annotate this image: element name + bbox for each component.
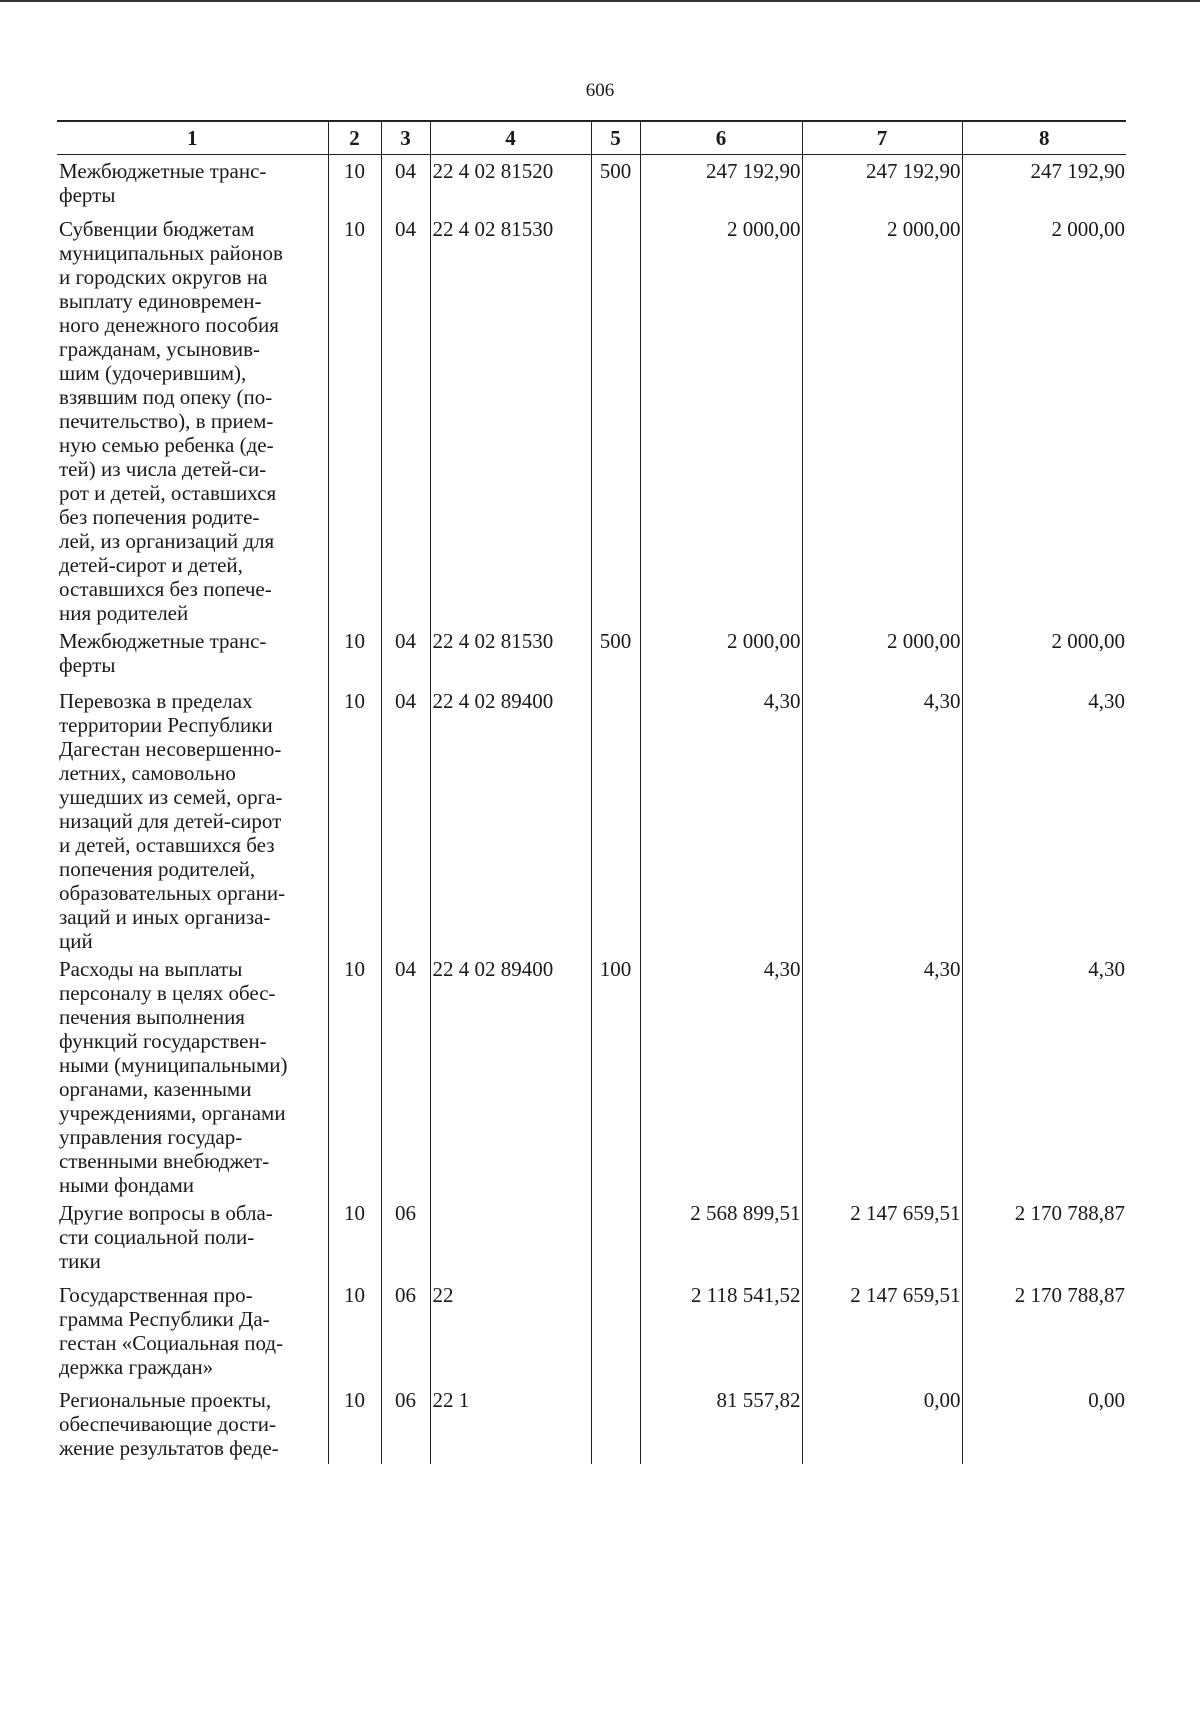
row-amount-col6: 247 192,90 bbox=[640, 155, 802, 213]
row-name-line: оставшихся без попече- bbox=[59, 576, 272, 601]
row-name-line: тики bbox=[59, 1248, 101, 1273]
row-name-line: функций государствен- bbox=[59, 1028, 267, 1053]
row-amount-col8: 2 000,00 bbox=[962, 625, 1126, 685]
row-name-line: ными фондами bbox=[59, 1172, 195, 1197]
row-code: 22 4 02 89400 bbox=[430, 953, 591, 1197]
row-name-line: сти социальной поли- bbox=[59, 1224, 255, 1249]
row-name-line: гражданам, усыновив- bbox=[59, 336, 261, 361]
row-amount-col6: 2 000,00 bbox=[640, 213, 802, 625]
table-row bbox=[57, 685, 1126, 953]
row-name-line: и детей, оставшихся без bbox=[59, 832, 275, 857]
top-border-line bbox=[0, 0, 1200, 2]
table-row bbox=[57, 953, 1126, 1197]
row-name bbox=[57, 1279, 328, 1384]
row-name-line: Перевозка в пределах bbox=[59, 688, 253, 713]
row-amount-col8: 0,00 bbox=[962, 1384, 1126, 1464]
row-name-line: ственными внебюджет- bbox=[59, 1148, 270, 1173]
row-section: 10 bbox=[328, 1384, 381, 1464]
row-name-line: грамма Республики Да- bbox=[59, 1306, 270, 1331]
row-name-line: ций bbox=[59, 928, 93, 953]
header-col-6: 6 bbox=[640, 121, 802, 155]
header-row bbox=[57, 121, 1126, 155]
row-code: 22 4 02 81530 bbox=[430, 625, 591, 685]
row-name-line: печительство), в прием- bbox=[59, 408, 274, 433]
row-amount-col8: 4,30 bbox=[962, 953, 1126, 1197]
row-name-line: низаций для детей-сирот bbox=[59, 808, 282, 833]
row-name-line: ния родителей bbox=[59, 600, 189, 625]
row-expense-type bbox=[591, 1197, 640, 1279]
row-name-line: муниципальных районов bbox=[59, 240, 283, 265]
page-number: 606 bbox=[585, 80, 615, 101]
table-row bbox=[57, 155, 1126, 213]
row-name-line: печения выполнения bbox=[59, 1004, 245, 1029]
row-amount-col8: 2 170 788,87 bbox=[962, 1279, 1126, 1384]
row-name-line: летних, самовольно bbox=[59, 760, 236, 785]
row-name bbox=[57, 213, 328, 625]
row-name-line: Расходы на выплаты bbox=[59, 956, 243, 981]
row-code bbox=[430, 1197, 591, 1279]
row-name-line: персоналу в целях обес- bbox=[59, 980, 276, 1005]
budget-table bbox=[57, 120, 1126, 1464]
row-name-line: взявшим под опеку (по- bbox=[59, 384, 273, 409]
row-section: 10 bbox=[328, 213, 381, 625]
row-expense-type: 500 bbox=[591, 155, 640, 213]
row-amount-col7: 4,30 bbox=[802, 685, 962, 953]
row-name-line: органами, казенными bbox=[59, 1076, 252, 1101]
row-name-line: ными (муниципальными) bbox=[59, 1052, 288, 1077]
row-name-line: жение результатов феде- bbox=[59, 1435, 279, 1460]
row-name-line: и городских округов на bbox=[59, 264, 268, 289]
row-amount-col7: 2 000,00 bbox=[802, 213, 962, 625]
row-name-line: территории Республики bbox=[59, 712, 273, 737]
row-name-line: Межбюджетные транс- bbox=[59, 159, 267, 183]
row-name-line: учреждениями, органами bbox=[59, 1100, 286, 1125]
row-section: 10 bbox=[328, 685, 381, 953]
row-name-line: обеспечивающие дости- bbox=[59, 1411, 276, 1436]
row-amount-col7: 2 147 659,51 bbox=[802, 1279, 962, 1384]
row-name bbox=[57, 685, 328, 953]
table-body bbox=[57, 155, 1126, 1464]
row-name-line: Государственная про- bbox=[59, 1282, 253, 1307]
row-name bbox=[57, 953, 328, 1197]
row-amount-col7: 0,00 bbox=[802, 1384, 962, 1464]
row-name-line: выплату единовремен- bbox=[59, 288, 262, 313]
row-name-line: ферты bbox=[59, 183, 116, 207]
row-subsection: 06 bbox=[381, 1384, 430, 1464]
row-amount-col7: 2 147 659,51 bbox=[802, 1197, 962, 1279]
row-name-line: Региональные проекты, bbox=[59, 1387, 272, 1412]
row-amount-col8: 2 000,00 bbox=[962, 213, 1126, 625]
row-name-line: Межбюджетные транс- bbox=[59, 628, 267, 653]
row-code: 22 4 02 89400 bbox=[430, 685, 591, 953]
row-amount-col8: 4,30 bbox=[962, 685, 1126, 953]
row-name-line: ную семью ребенка (де- bbox=[59, 432, 274, 457]
row-amount-col6: 2 568 899,51 bbox=[640, 1197, 802, 1279]
row-name bbox=[57, 625, 328, 685]
row-name-line: шим (удочерившим), bbox=[59, 360, 247, 385]
row-section: 10 bbox=[328, 953, 381, 1197]
row-name-line: без попечения родите- bbox=[59, 504, 260, 529]
row-expense-type bbox=[591, 1384, 640, 1464]
row-name-line: гестан «Социальная под- bbox=[59, 1330, 284, 1355]
row-expense-type bbox=[591, 213, 640, 625]
row-code: 22 bbox=[430, 1279, 591, 1384]
row-expense-type: 100 bbox=[591, 953, 640, 1197]
row-subsection: 04 bbox=[381, 685, 430, 953]
table-row bbox=[57, 213, 1126, 625]
row-expense-type bbox=[591, 685, 640, 953]
row-name-line: лей, из организаций для bbox=[59, 528, 275, 553]
row-name-line: ушедших из семей, орга- bbox=[59, 784, 283, 809]
row-subsection: 04 bbox=[381, 155, 430, 213]
row-name-line: образовательных органи- bbox=[59, 880, 286, 905]
header-col-2: 2 bbox=[328, 121, 381, 155]
row-subsection: 06 bbox=[381, 1197, 430, 1279]
row-name-line: ферты bbox=[59, 652, 116, 677]
header-col-8: 8 bbox=[962, 121, 1126, 155]
row-code: 22 4 02 81520 bbox=[430, 155, 591, 213]
row-expense-type bbox=[591, 1279, 640, 1384]
row-subsection: 04 bbox=[381, 953, 430, 1197]
row-name-line: попечения родителей, bbox=[59, 856, 256, 881]
header-col-4: 4 bbox=[430, 121, 591, 155]
row-amount-col7: 247 192,90 bbox=[802, 155, 962, 213]
header-col-3: 3 bbox=[381, 121, 430, 155]
row-name bbox=[57, 155, 328, 213]
row-amount-col6: 81 557,82 bbox=[640, 1384, 802, 1464]
row-name-line: заций и иных организа- bbox=[59, 904, 271, 929]
header-col-7: 7 bbox=[802, 121, 962, 155]
row-amount-col8: 247 192,90 bbox=[962, 155, 1126, 213]
row-section: 10 bbox=[328, 1279, 381, 1384]
row-section: 10 bbox=[328, 155, 381, 213]
row-code: 22 1 bbox=[430, 1384, 591, 1464]
row-name-line: детей-сирот и детей, bbox=[59, 552, 243, 577]
row-name-line: Другие вопросы в обла- bbox=[59, 1200, 273, 1225]
row-amount-col8: 2 170 788,87 bbox=[962, 1197, 1126, 1279]
row-name bbox=[57, 1197, 328, 1279]
table-row bbox=[57, 1279, 1126, 1384]
row-name-line: тей) из числа детей-си- bbox=[59, 456, 267, 481]
table-row bbox=[57, 1197, 1126, 1279]
table-row bbox=[57, 1384, 1126, 1464]
row-subsection: 06 bbox=[381, 1279, 430, 1384]
row-name-line: управления государ- bbox=[59, 1124, 243, 1149]
row-name-line: Дагестан несовершенно- bbox=[59, 736, 282, 761]
row-name-line: держка граждан» bbox=[59, 1354, 214, 1379]
row-section: 10 bbox=[328, 625, 381, 685]
row-name-line: рот и детей, оставшихся bbox=[59, 480, 277, 505]
table-row bbox=[57, 625, 1126, 685]
row-name bbox=[57, 1384, 328, 1464]
row-amount-col7: 2 000,00 bbox=[802, 625, 962, 685]
header-col-5: 5 bbox=[591, 121, 640, 155]
row-amount-col6: 2 118 541,52 bbox=[640, 1279, 802, 1384]
row-amount-col6: 2 000,00 bbox=[640, 625, 802, 685]
row-subsection: 04 bbox=[381, 625, 430, 685]
row-name-line: ного денежного пособия bbox=[59, 312, 279, 337]
row-expense-type: 500 bbox=[591, 625, 640, 685]
row-amount-col6: 4,30 bbox=[640, 685, 802, 953]
row-subsection: 04 bbox=[381, 213, 430, 625]
header-col-1: 1 bbox=[57, 121, 328, 155]
row-amount-col6: 4,30 bbox=[640, 953, 802, 1197]
row-name-line: Субвенции бюджетам bbox=[59, 216, 255, 241]
row-code: 22 4 02 81530 bbox=[430, 213, 591, 625]
row-amount-col7: 4,30 bbox=[802, 953, 962, 1197]
row-section: 10 bbox=[328, 1197, 381, 1279]
